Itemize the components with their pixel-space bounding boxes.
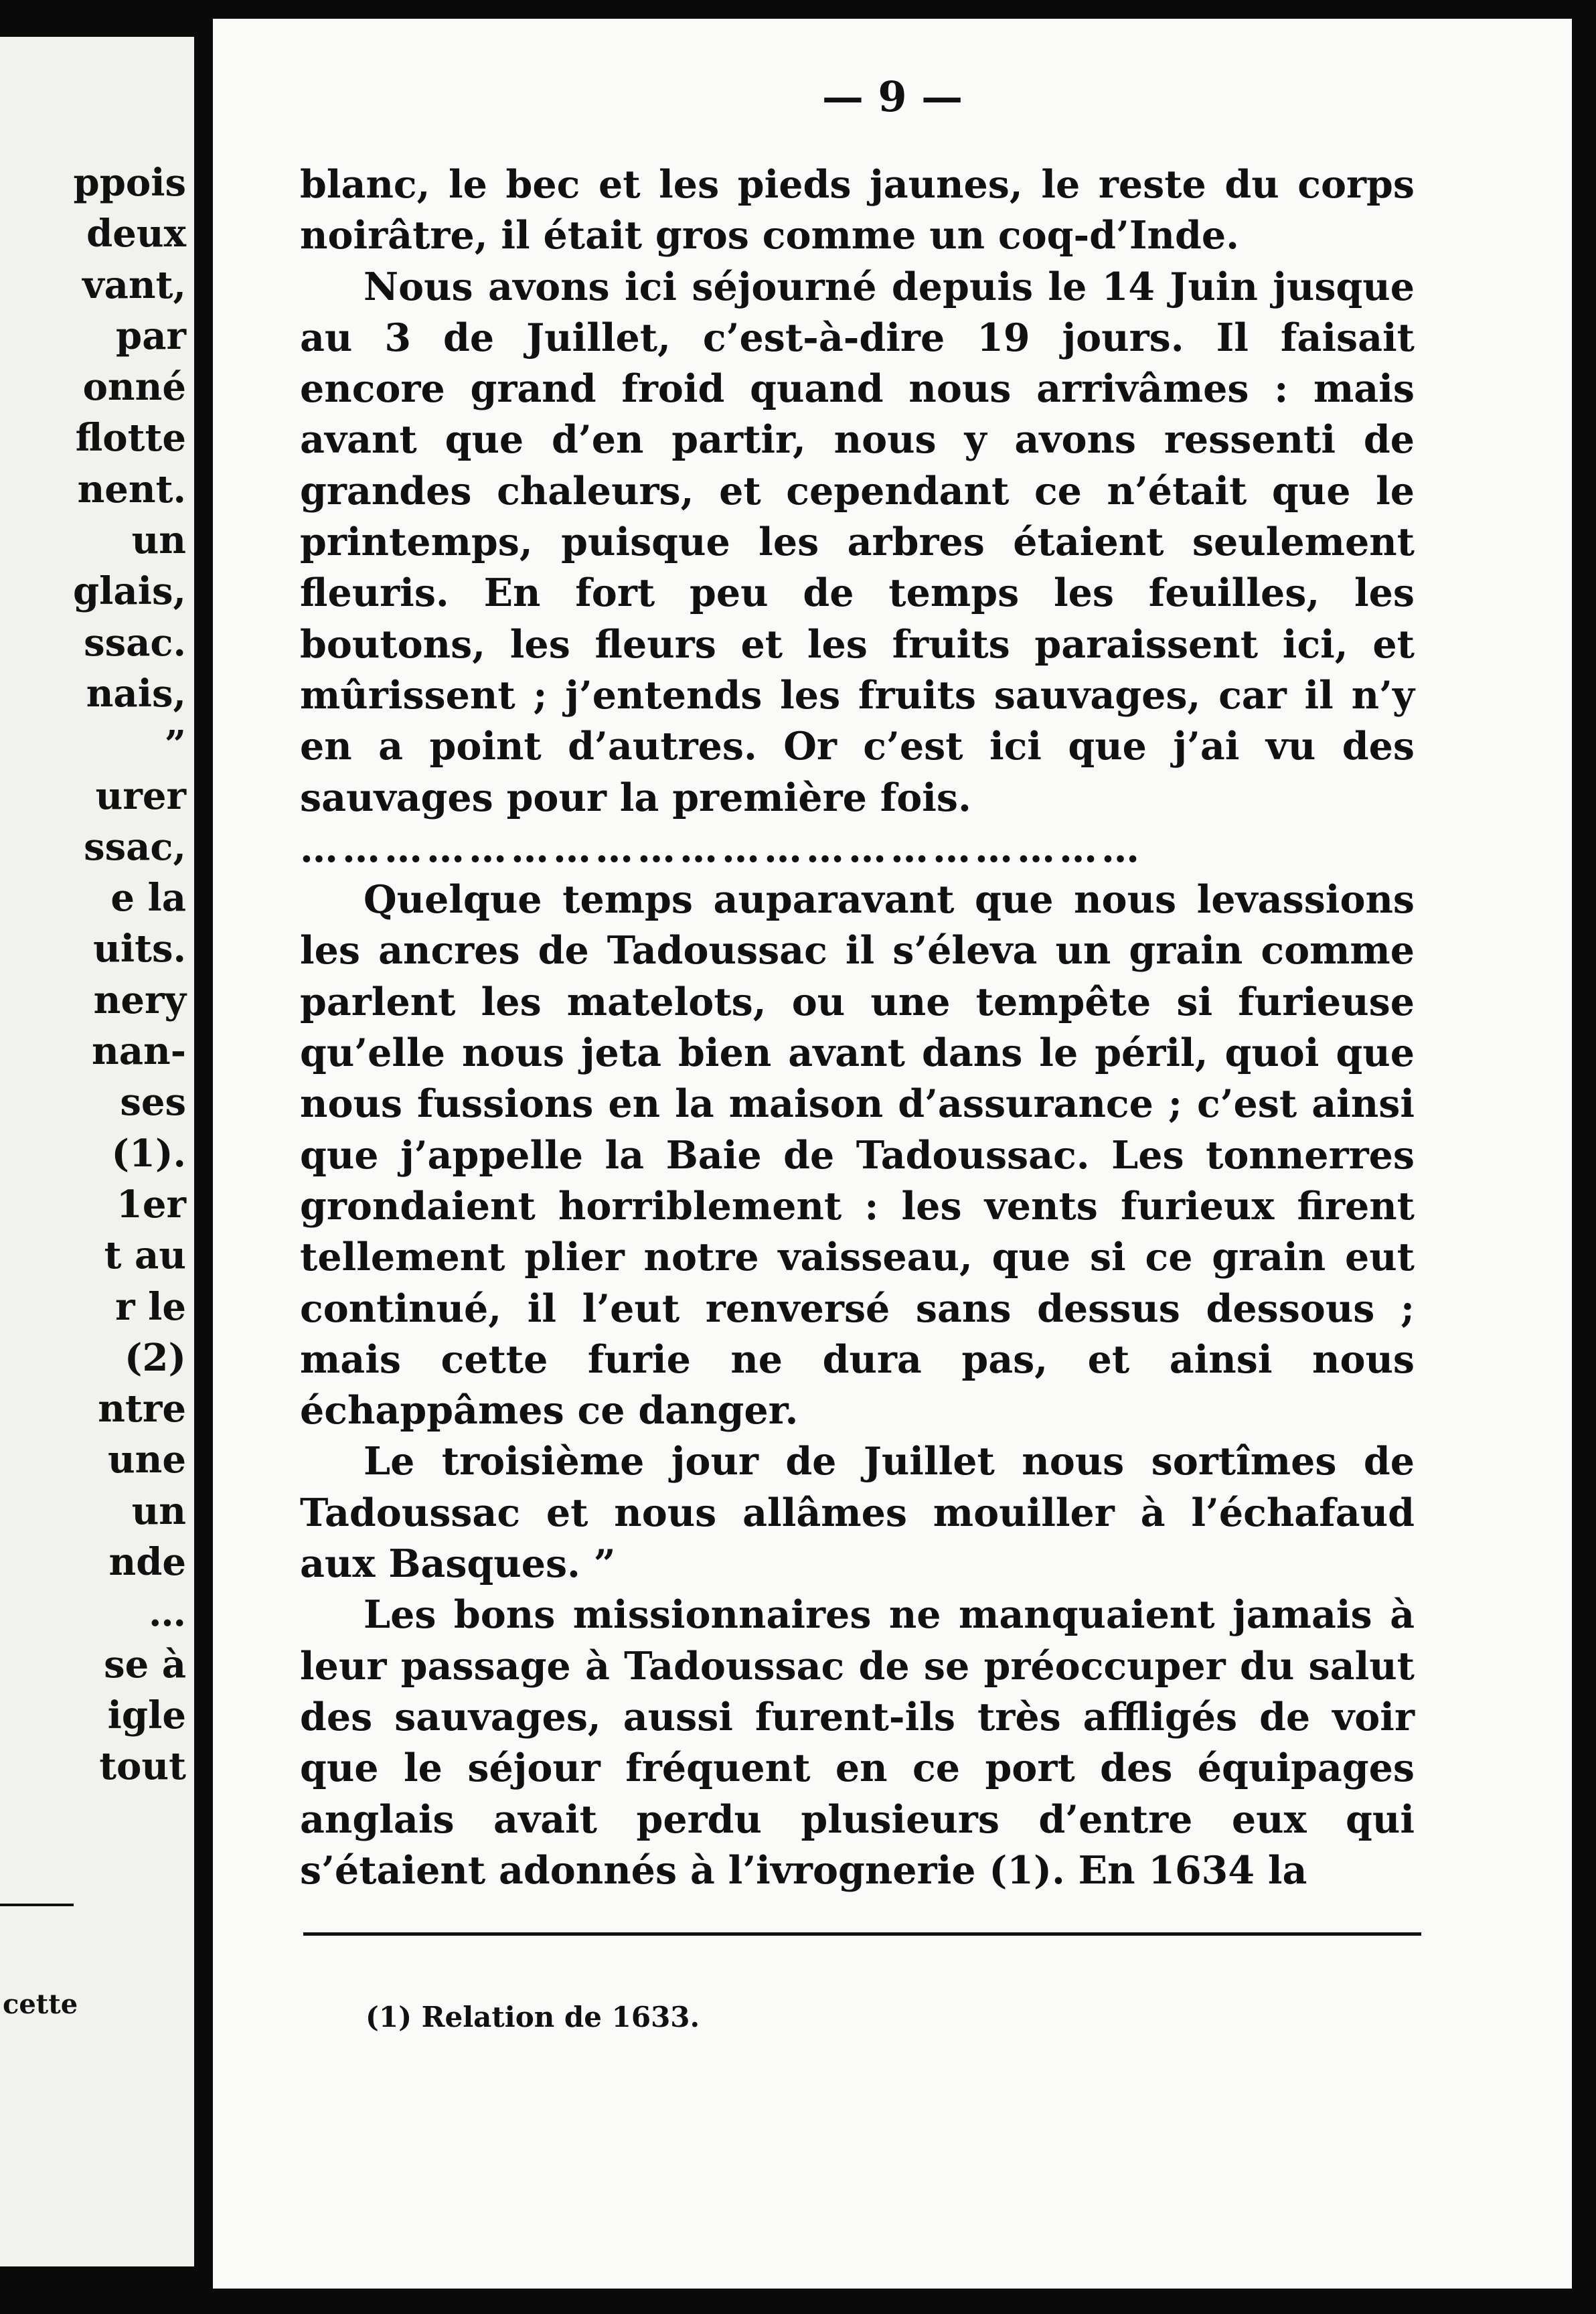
page-number: — 9 —	[821, 72, 963, 121]
paragraph: Le troisième jour de Juillet nous sortîmes de Tadoussac et nous allâmes mouiller à l’échafaud aux Basques. ”	[300, 1439, 1415, 1587]
left-page-fragment	[0, 37, 194, 2266]
left-line-fragment: un	[131, 1488, 186, 1533]
left-line-fragment: (2)	[125, 1335, 186, 1380]
left-line-fragment: nent.	[77, 467, 186, 512]
left-line-fragment: deux	[86, 212, 186, 256]
left-line-fragment: ”	[164, 722, 186, 767]
left-line-fragment: tout	[99, 1744, 186, 1789]
left-line-fragment: ssac,	[84, 824, 186, 869]
left-line-fragment: e la	[110, 876, 186, 921]
left-line-fragment: nan-	[92, 1029, 186, 1074]
left-line-fragment: 1er	[116, 1182, 186, 1227]
left-line-fragment: glais,	[72, 569, 186, 614]
left-line-fragment: nais,	[86, 671, 186, 716]
book-page	[213, 19, 1572, 2289]
left-page-line-fragments	[73, 157, 186, 1792]
left-line-fragment: uits.	[93, 927, 186, 972]
footnote: (1) Relation de 1633.	[366, 2001, 700, 2033]
left-footnote-rule	[0, 1904, 74, 1906]
left-line-fragment: …	[149, 1591, 186, 1636]
left-line-fragment: r le	[115, 1284, 186, 1329]
paragraph: Les bons missionnaires ne manquaient jamais à leur passage à Tadoussac de se préoccuper du salut des sauvages, aussi furent-ils très affligés de voir que le séjour fréquent en ce port des équipages anglais avait perdu plusieurs d’entre eux qui s’étaient adonnés à l’ivrognerie (1). En 1634 la	[300, 1592, 1415, 1893]
left-bottom-fragment: cette	[3, 1989, 78, 2020]
left-line-fragment: t au	[104, 1233, 186, 1278]
left-line-fragment: ssac.	[84, 620, 186, 665]
footnote-rule	[303, 1932, 1421, 1936]
paragraph-continuation: blanc, le bec et les pieds jaunes, le reste du corps noirâtre, il était gros comme un coq-d’Inde.	[300, 162, 1415, 258]
paragraph: Quelque temps auparavant que nous levassions les ancres de Tadoussac il s’éleva un grain comme parlent les matelots, ou une tempête si furieuse qu’elle nous jeta bien avant dans le péril, quoi que nous fussions en la maison d’assurance ; c’est ainsi que j’appelle la Baie de Tadoussac. Les tonnerres grondaient horriblement : les vents furieux firent tellement plier notre vaisseau, que si ce grain eut continué, il l’eut renversé sans dessus dessous ; mais cette furie ne dura pas, et ainsi nous échappâmes ce danger.	[300, 877, 1415, 1434]
page-body	[300, 159, 1415, 1896]
left-line-fragment: onné	[82, 365, 186, 410]
left-line-fragment: une	[107, 1438, 186, 1482]
left-line-fragment: (1).	[111, 1131, 186, 1176]
left-line-fragment: urer	[95, 773, 186, 818]
left-line-fragment: ppois	[73, 161, 186, 205]
left-line-fragment: nery	[93, 978, 186, 1022]
left-line-fragment: vant,	[82, 262, 186, 307]
paragraph: Nous avons ici séjourné depuis le 14 Juin jusque au 3 de Juillet, c’est-à-dire 19 jours. Il faisait encore grand froid quand nous arrivâmes : mais avant que d’en partir, nous y avons ressenti de grandes chaleurs, et cependant ce n’était que le printemps, puisque les arbres étaient seulement fleuris. En fort peu de temps les feuilles, les boutons, les fleurs et les fruits paraissent ici, et mûrissent ; j’entends les fruits sauvages, car il n’y en a point d’autres. Or c’est ici que j’ai vu des sauvages pour la première fois.	[300, 264, 1415, 820]
ellipsis-separator: ……………………………………………………	[300, 826, 1143, 871]
left-line-fragment: par	[116, 313, 186, 358]
left-line-fragment: un	[131, 518, 186, 563]
left-line-fragment: ntre	[98, 1387, 186, 1432]
left-line-fragment: nde	[108, 1540, 186, 1585]
left-line-fragment: flotte	[75, 416, 186, 461]
left-line-fragment: igle	[107, 1693, 186, 1738]
left-line-fragment: ses	[120, 1080, 186, 1125]
left-line-fragment: se à	[104, 1642, 186, 1687]
